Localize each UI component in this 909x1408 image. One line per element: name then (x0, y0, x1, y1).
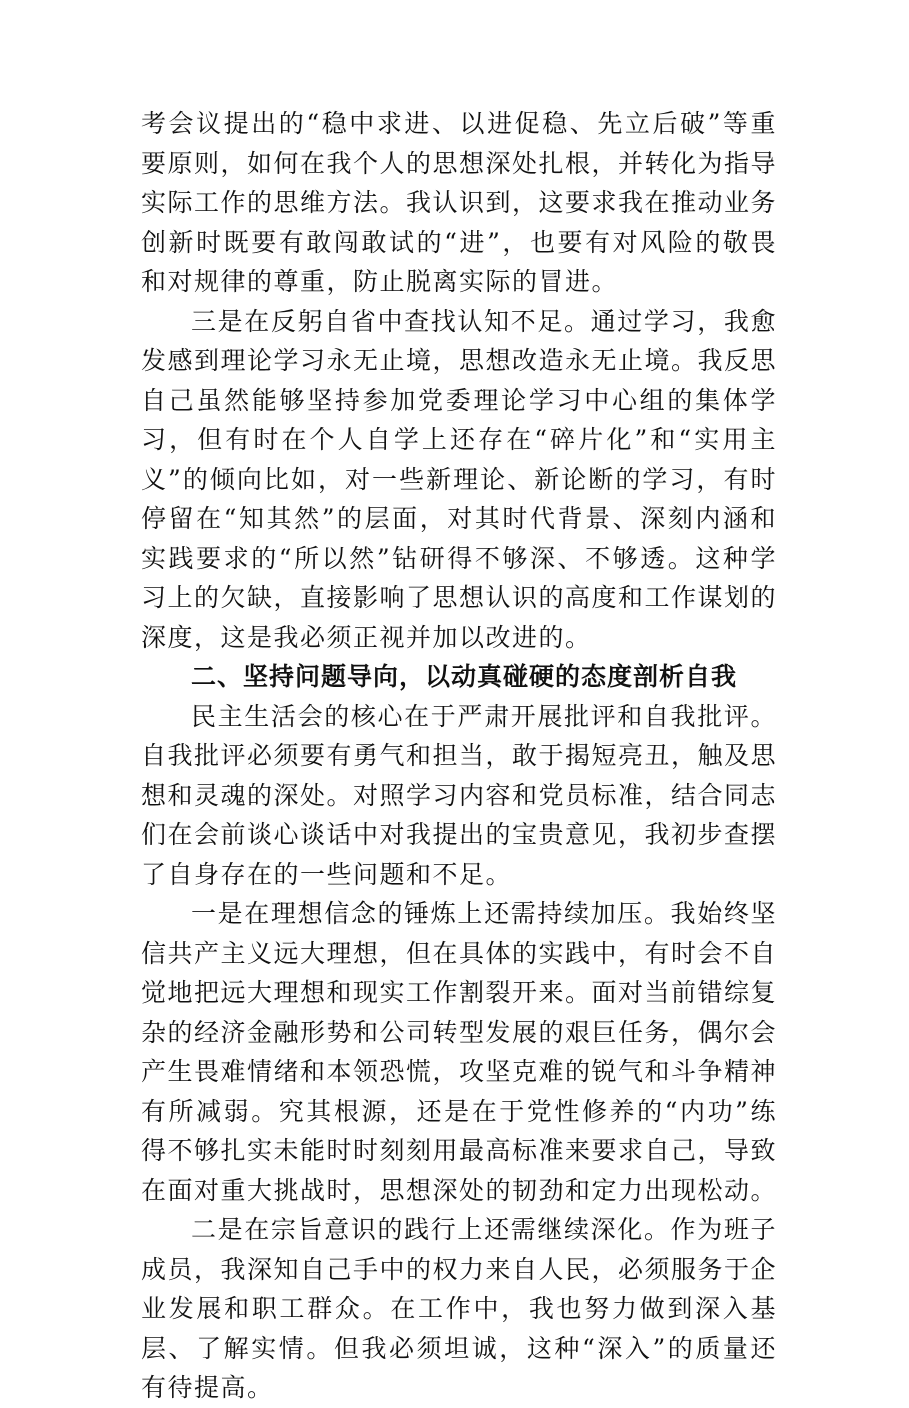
paragraph-cognitive-shortcomings: 三是在反躬自省中查找认知不足。通过学习，我愈发感到理论学习永无止境，思想改造永无止境。我反思自己虽然能够坚持参加党委理论学习中心组的集体学习，但有时在个人自学上还存在“碎片化”和“实用主义”的倾向比如，对一些新理论、新论断的学习，有时停留在“知其然”的层面，对其时代背景、深刻内涵和实践要求的“所以然”钻研得不够深、不够透。这种学习上的欠缺，直接影响了思想认识的高度和工作谋划的深度，这是我必须正视并加以改进的。 (141, 306, 778, 652)
paragraph-ideals-beliefs: 一是在理想信念的锤炼上还需持续加压。我始终坚信共产主义远大理想，但在具体的实践中，有时会不自觉地把远大理想和现实工作割裂开来。面对当前错综复杂的经济金融形势和公司转型发展的艰巨任务，偶尔会产生畏难情绪和本领恐慌，攻坚克难的锐气和斗争精神有所减弱。究其根源，还是在于党性修养的“内功”练得不够扎实未能时时刻刻用最高标准来要求自己，导致在面对重大挑战时，思想深处的韧劲和定力出现松动。 (141, 899, 778, 1205)
paragraph-purpose-awareness: 二是在宗旨意识的践行上还需继续深化。作为班子成员，我深知自己手中的权力来自人民，必须服务于企业发展和职工群众。在工作中，我也努力做到深入基层、了解实情。但我必须坦诚，这种“深入”的质量还有待提高。 (141, 1215, 778, 1402)
paragraph-continuation: 考会议提出的“稳中求进、以进促稳、先立后破”等重要原则，如何在我个人的思想深处扎根，并转化为指导实际工作的思维方法。我认识到，这要求我在推动业务创新时既要有敢闯敢试的“进”，也要有对风险的敬畏和对规律的尊重，防止脱离实际的冒进。 (141, 109, 778, 296)
document-body (141, 104, 777, 1408)
paragraph-self-criticism-intro: 民主生活会的核心在于严肃开展批评和自我批评。自我批评必须要有勇气和担当，敢于揭短亮丑，触及思想和灵魂的深处。对照学习内容和党员标准，结合同志们在会前谈心谈话中对我提出的宝贵意见，我初步查摆了自身存在的一些问题和不足。 (141, 701, 778, 889)
section-heading: 二、坚持问题导向，以动真碰硬的态度剖析自我 (191, 662, 738, 691)
